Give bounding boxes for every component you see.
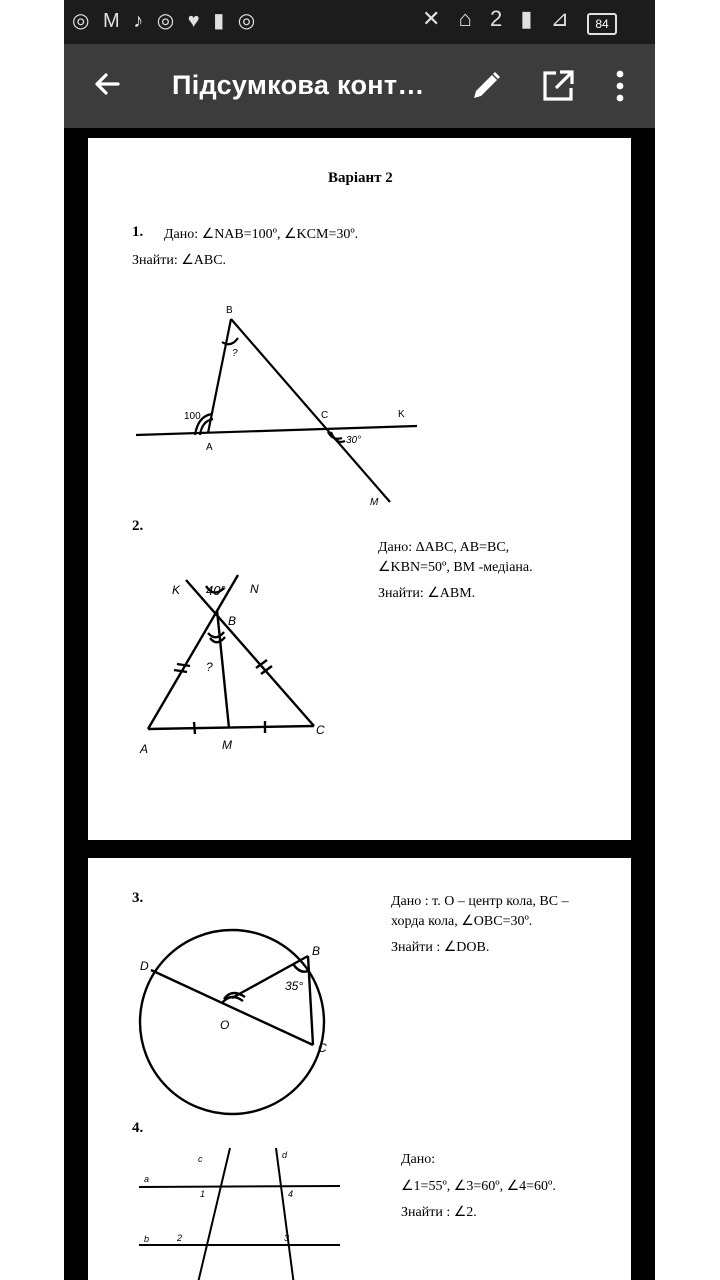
fig1-label-30: 30° [346,435,362,446]
variant-heading: Варіант 2 [328,170,393,186]
task-1-number: 1. [132,224,144,240]
fig2-label-N: N [250,582,259,596]
fig3-label-C: C [318,1041,327,1055]
fig1-label-angle-unknown: ? [232,348,238,359]
task-4-given: Дано: [401,1152,436,1167]
task-4-find: Знайти : ∠2. [401,1205,477,1220]
task-2-given-line2: ∠KBN=50º, BM -медіана. [378,560,533,575]
fig1-label-B: B [226,305,233,316]
task-4-figure [134,1143,354,1280]
left-margin [0,0,64,1280]
fig2-label-B: B [228,614,237,628]
task-2-number: 2. [132,518,144,534]
fig3-label-35: 35° [285,979,304,993]
status-bar [64,0,655,44]
fig1-label-100: 100 [184,411,201,422]
task-4-number: 4. [132,1120,144,1136]
fig4-label-2: 2 [177,1233,183,1243]
fig1-label-A: A [206,442,213,453]
task-1-figure [128,298,428,513]
fig1-label-K: K [398,409,405,420]
app-bar [64,44,655,128]
edit-pencil-icon[interactable] [468,68,504,104]
task-1-find: Знайти: ∠ABC. [132,253,227,268]
fig2-label-M: M [222,738,232,752]
fig4-label-4: 4 [288,1189,294,1199]
fig2-label-K: K [172,583,181,597]
open-external-icon[interactable] [540,68,576,104]
document-viewer[interactable] [64,128,655,1280]
fig2-label-40: 40° [206,583,226,598]
fig2-label-C: C [316,723,325,737]
system-icons: ✕ ⌂ 2 ▮ ⊿ [422,6,575,31]
task-2-find: Знайти: ∠ABM. [378,586,476,601]
task-2-given-line1: Дано: ΔABC, AB=BC, [378,540,510,555]
back-arrow-icon[interactable] [88,64,128,104]
task-3-figure [128,928,338,1128]
task-1-given: Дано: ∠NAB=100º, ∠KCM=30º. [164,227,359,242]
document-page-1 [88,138,631,840]
task-2-figure [128,558,348,768]
document-page-2 [88,858,631,1280]
document-title: Підсумкова конт… [172,70,425,100]
fig4-label-c: c [198,1154,203,1164]
task-3-given-line2: хорда кола, ∠OBC=30º. [391,914,533,929]
fig4-label-a: a [144,1174,150,1184]
fig1-label-M: M [370,497,379,508]
fig4-label-3: 3 [284,1233,290,1243]
task-3-given-line1: Дано : т. О – центр кола, BC – [391,894,569,909]
task-4-angles: ∠1=55º, ∠3=60º, ∠4=60º. [401,1179,556,1194]
fig3-label-D: D [140,959,149,973]
fig2-label-angle-unknown: ? [206,660,213,674]
fig4-label-d: d [282,1150,288,1160]
task-3-find: Знайти : ∠DOB. [391,940,490,955]
fig4-label-1: 1 [200,1189,206,1199]
task-3-number: 3. [132,890,144,906]
fig3-label-O: O [220,1018,230,1032]
notification-icons: ◎ M ♪ ◎ ♥ ▮ ◎ [72,10,260,32]
fig2-label-A: A [140,742,149,756]
fig3-label-B: B [312,944,321,958]
more-options-icon[interactable] [604,66,636,106]
fig1-label-C: C [321,410,329,421]
fig4-label-b: b [144,1234,150,1244]
right-margin [655,0,720,1280]
battery-icon: 84 [587,13,617,35]
